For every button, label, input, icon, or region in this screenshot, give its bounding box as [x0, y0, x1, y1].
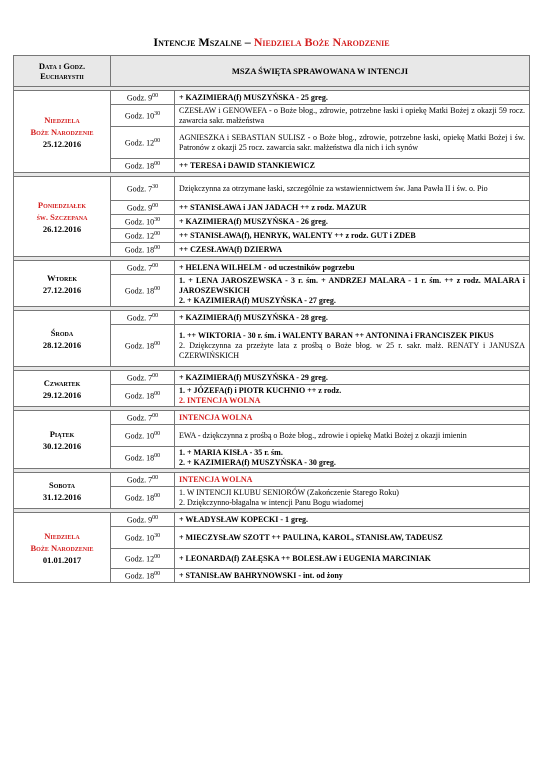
- time-label: Godz.: [124, 533, 145, 543]
- mass-intention: [175, 513, 530, 527]
- mass-row: [14, 177, 530, 201]
- mass-intention: [175, 411, 530, 425]
- intention-line: + KAZIMIERA(f) MUSZYŃSKA - 29 greg.: [179, 372, 328, 382]
- mass-intention: [175, 527, 530, 549]
- intention-line: 2. + KAZIMIERA(f) MUSZYŃSKA - 27 greg.: [179, 295, 336, 305]
- mass-time: [111, 473, 175, 487]
- mass-time: [111, 325, 175, 367]
- mass-time: [111, 105, 175, 127]
- mass-intention: [175, 91, 530, 105]
- day-name: Piątek: [49, 428, 75, 439]
- mass-row: [14, 513, 530, 527]
- time-hour: 10: [146, 431, 155, 441]
- day-cell: [14, 371, 111, 407]
- mass-intention: [175, 425, 530, 447]
- time-label: Godz.: [126, 515, 147, 525]
- time-hour: 18: [146, 493, 155, 503]
- mass-intention: [175, 215, 530, 229]
- header-date-column: Data i Godz. Eucharystii: [14, 56, 111, 87]
- time-hour: 10: [146, 217, 155, 227]
- time-label: Godz.: [126, 263, 147, 273]
- mass-intention: [175, 447, 530, 469]
- time-label: Godz.: [126, 475, 147, 485]
- mass-intention: [175, 549, 530, 569]
- time-label: Godz.: [124, 554, 145, 564]
- time-label: Godz.: [124, 245, 145, 255]
- mass-intention: [175, 569, 530, 583]
- time-minutes: 00: [154, 160, 161, 167]
- mass-row: [14, 311, 530, 325]
- mass-intention: [175, 311, 530, 325]
- mass-intention: [175, 229, 530, 243]
- intentions-table: [13, 55, 530, 583]
- intention-line: INTENCJA WOLNA: [179, 474, 253, 484]
- intention-line: + HELENA WILHELM - od uczestników pogrzebu: [179, 262, 355, 272]
- mass-time: [111, 447, 175, 469]
- time-minutes: 00: [152, 412, 159, 419]
- day-cell: [14, 91, 111, 173]
- time-hour: 9: [148, 515, 153, 525]
- intention-line: 2. INTENCJA WOLNA: [179, 395, 261, 405]
- mass-intention: [175, 105, 530, 127]
- day-date: 29.12.2016: [42, 389, 82, 400]
- day-cell: [14, 261, 111, 307]
- intention-line: AGNIESZKA i SEBASTIAN SULISZ - o Boże błog., zdrowie, potrzebne łaski, opiekę Matki Bożej i św. Patronów z okazji 25 rocz. zawarcia sakr. małżeństwa dla nich i ich synów: [179, 132, 525, 152]
- mass-time: [111, 527, 175, 549]
- mass-row: [14, 473, 530, 487]
- day-name: św. Szczepana: [36, 211, 88, 222]
- mass-row: [14, 91, 530, 105]
- intention-line: + LEONARDA(f) ZAŁĘSKA ++ BOLESŁAW i EUGENIA MARCINIAK: [179, 553, 432, 563]
- mass-time: [111, 275, 175, 307]
- intention-line: ++ STANISŁAWA i JAN JADACH ++ z rodz. MAZUR: [179, 202, 367, 212]
- intention-line: 1. ++ WIKTORIA - 30 r. śm. i WALENTY BARAN ++ ANTONINA i FRANCISZEK PIKUS: [179, 330, 494, 340]
- time-label: Godz.: [126, 373, 147, 383]
- time-label: Godz.: [124, 493, 145, 503]
- intention-line: Dziękczynna za otrzymane łaski, szczególnie za wstawiennictwem św. Jana Pawła II i św. o. Pio: [179, 183, 488, 193]
- intention-line: ++ STANISŁAWA(f), HENRYK, WALENTY ++ z rodz. GUT i ZDEB: [179, 230, 416, 240]
- time-hour: 18: [146, 571, 155, 581]
- mass-time: [111, 243, 175, 257]
- table-body: [14, 87, 530, 583]
- time-label: Godz.: [124, 571, 145, 581]
- time-label: Godz.: [126, 184, 147, 194]
- time-label: Godz.: [124, 286, 145, 296]
- time-hour: 18: [146, 245, 155, 255]
- time-hour: 18: [146, 286, 155, 296]
- time-minutes: 00: [154, 244, 161, 251]
- day-name: Sobota: [49, 479, 75, 490]
- time-minutes: 30: [154, 216, 161, 223]
- time-minutes: 00: [154, 340, 161, 347]
- day-cell: [14, 411, 111, 469]
- time-label: Godz.: [124, 391, 145, 401]
- mass-time: [111, 385, 175, 407]
- time-minutes: 00: [152, 474, 159, 481]
- mass-intention: [175, 275, 530, 307]
- mass-intention: [175, 243, 530, 257]
- title-highlight: Niedziela Boże Narodzenie: [253, 35, 390, 49]
- time-hour: 18: [146, 161, 155, 171]
- time-label: Godz.: [124, 453, 145, 463]
- intention-line: ++ TERESA i DAWID STANKIEWICZ: [179, 160, 315, 170]
- day-date: 30.12.2016: [42, 440, 82, 451]
- day-name: Niedziela: [44, 114, 80, 125]
- intention-line: 1. + MARIA KISŁA - 35 r. śm.: [179, 447, 283, 457]
- time-minutes: 00: [152, 262, 159, 269]
- time-label: Godz.: [124, 217, 145, 227]
- day-date: 27.12.2016: [42, 284, 82, 295]
- time-hour: 18: [146, 391, 155, 401]
- mass-time: [111, 371, 175, 385]
- day-name: Czwartek: [43, 377, 81, 388]
- mass-intention: [175, 159, 530, 173]
- mass-time: [111, 159, 175, 173]
- mass-time: [111, 201, 175, 215]
- page-title: [0, 35, 543, 50]
- day-date: 31.12.2016: [42, 491, 82, 502]
- day-name: Środa: [50, 327, 74, 338]
- time-minutes: 00: [154, 285, 161, 292]
- time-minutes: 00: [152, 372, 159, 379]
- intention-line: 2. Dziękczynna za przeżyte lata z prośbą o Boże błog. w 25 r. sakr. małż. RENATY i JANUSZA CZERWIŃSKICH: [179, 340, 525, 360]
- day-date: 25.12.2016: [42, 138, 82, 149]
- time-label: Godz.: [124, 431, 145, 441]
- time-label: Godz.: [126, 203, 147, 213]
- time-label: Godz.: [124, 138, 145, 148]
- time-minutes: 00: [154, 137, 161, 144]
- mass-time: [111, 261, 175, 275]
- mass-intention: [175, 325, 530, 367]
- day-name: Boże Narodzenie: [30, 126, 94, 137]
- time-hour: 12: [146, 554, 155, 564]
- time-label: Godz.: [124, 341, 145, 351]
- time-minutes: 00: [154, 430, 161, 437]
- mass-time: [111, 569, 175, 583]
- time-minutes: 00: [154, 390, 161, 397]
- day-name: Niedziela: [44, 530, 80, 541]
- time-minutes: 00: [154, 570, 161, 577]
- mass-intention: [175, 261, 530, 275]
- intention-line: EWA - dziękczynna z prośbą o Boże błog., zdrowie i opiekę Matki Bożej z okazji imienin: [179, 430, 467, 440]
- day-name: Wtorek: [46, 272, 78, 283]
- time-minutes: 30: [152, 183, 159, 190]
- intention-line: 1. + LENA JAROSZEWSKA - 3 r. śm. + ANDRZEJ MALARA - 1 r. śm. ++ z rodz. MALARA i JAROSZEWSKICH: [179, 275, 525, 295]
- time-minutes: 30: [154, 532, 161, 539]
- time-hour: 9: [148, 93, 153, 103]
- mass-intention: [175, 127, 530, 159]
- time-hour: 12: [146, 138, 155, 148]
- mass-intention: [175, 487, 530, 509]
- mass-intention: [175, 473, 530, 487]
- intention-line: + KAZIMIERA(f) MUSZYŃSKA - 25 greg.: [179, 92, 328, 102]
- time-minutes: 00: [152, 312, 159, 319]
- intention-line: + WŁADYSŁAW KOPECKI - 1 greg.: [179, 514, 309, 524]
- time-minutes: 00: [154, 230, 161, 237]
- day-cell: [14, 513, 111, 583]
- intention-line: 1. + JÓZEFA(f) i PIOTR KUCHNIO ++ z rodz.: [179, 385, 342, 395]
- time-hour: 7: [148, 373, 153, 383]
- time-hour: 18: [146, 341, 155, 351]
- time-hour: 7: [148, 184, 153, 194]
- mass-time: [111, 487, 175, 509]
- day-date: 26.12.2016: [42, 223, 82, 234]
- time-minutes: 00: [154, 452, 161, 459]
- time-hour: 7: [148, 263, 153, 273]
- time-minutes: 00: [152, 202, 159, 209]
- time-minutes: 00: [154, 553, 161, 560]
- time-hour: 12: [146, 231, 155, 241]
- mass-time: [111, 127, 175, 159]
- mass-time: [111, 229, 175, 243]
- time-label: Godz.: [124, 111, 145, 121]
- table-header-row: [14, 56, 530, 87]
- title-main: Intencje Mszalne –: [153, 35, 254, 49]
- intention-line: INTENCJA WOLNA: [179, 412, 253, 422]
- time-label: Godz.: [124, 231, 145, 241]
- mass-intention: [175, 177, 530, 201]
- mass-intention: [175, 201, 530, 215]
- time-hour: 18: [146, 453, 155, 463]
- time-minutes: 00: [152, 514, 159, 521]
- time-hour: 10: [146, 533, 155, 543]
- day-cell: [14, 311, 111, 367]
- mass-time: [111, 411, 175, 425]
- intention-line: + KAZIMIERA(f) MUSZYŃSKA - 26 greg.: [179, 216, 328, 226]
- time-minutes: 30: [154, 110, 161, 117]
- intention-line: 2. + KAZIMIERA(f) MUSZYŃSKA - 30 greg.: [179, 457, 336, 467]
- mass-intention: [175, 385, 530, 407]
- day-cell: [14, 473, 111, 509]
- intention-line: CZESŁAW i GENOWEFA - o Boże błog., zdrowie, potrzebne łaski i opiekę Matki Bożej z okazji 59 rocz. zawarcia sakr. małżeństwa: [179, 105, 525, 125]
- day-date: 01.01.2017: [42, 554, 82, 565]
- mass-time: [111, 425, 175, 447]
- time-label: Godz.: [124, 161, 145, 171]
- mass-row: [14, 261, 530, 275]
- mass-row: [14, 411, 530, 425]
- intention-line: 1. W INTENCJI KLUBU SENIORÓW (Zakończenie Starego Roku): [179, 487, 399, 497]
- mass-time: [111, 549, 175, 569]
- mass-time: [111, 91, 175, 105]
- time-label: Godz.: [126, 313, 147, 323]
- intention-line: + STANISŁAW BAHRYNOWSKI - int. od żony: [179, 570, 343, 580]
- day-cell: [14, 177, 111, 257]
- time-hour: 7: [148, 313, 153, 323]
- time-hour: 7: [148, 413, 153, 423]
- mass-intention: [175, 371, 530, 385]
- time-hour: 9: [148, 203, 153, 213]
- header-intention-column: MSZA ŚWIĘTA SPRAWOWANA W INTENCJI: [111, 56, 530, 87]
- mass-time: [111, 177, 175, 201]
- time-minutes: 00: [152, 92, 159, 99]
- mass-time: [111, 215, 175, 229]
- time-hour: 7: [148, 475, 153, 485]
- day-name: Poniedziałek: [37, 199, 87, 210]
- time-label: Godz.: [126, 413, 147, 423]
- mass-row: [14, 371, 530, 385]
- day-name: Boże Narodzenie: [30, 542, 94, 553]
- time-label: Godz.: [126, 93, 147, 103]
- intention-line: + KAZIMIERA(f) MUSZYŃSKA - 28 greg.: [179, 312, 328, 322]
- mass-time: [111, 311, 175, 325]
- time-minutes: 00: [154, 492, 161, 499]
- mass-time: [111, 513, 175, 527]
- day-date: 28.12.2016: [42, 339, 82, 350]
- intention-line: 2. Dziękczynno-błagalna w intencji Panu Bogu wiadomej: [179, 497, 364, 507]
- intention-line: ++ CZESŁAWA(f) DZIERWA: [179, 244, 283, 254]
- time-hour: 10: [146, 111, 155, 121]
- intention-line: + MIECZYSŁAW SZOTT ++ PAULINA, KAROL, STANISŁAW, TADEUSZ: [179, 532, 443, 542]
